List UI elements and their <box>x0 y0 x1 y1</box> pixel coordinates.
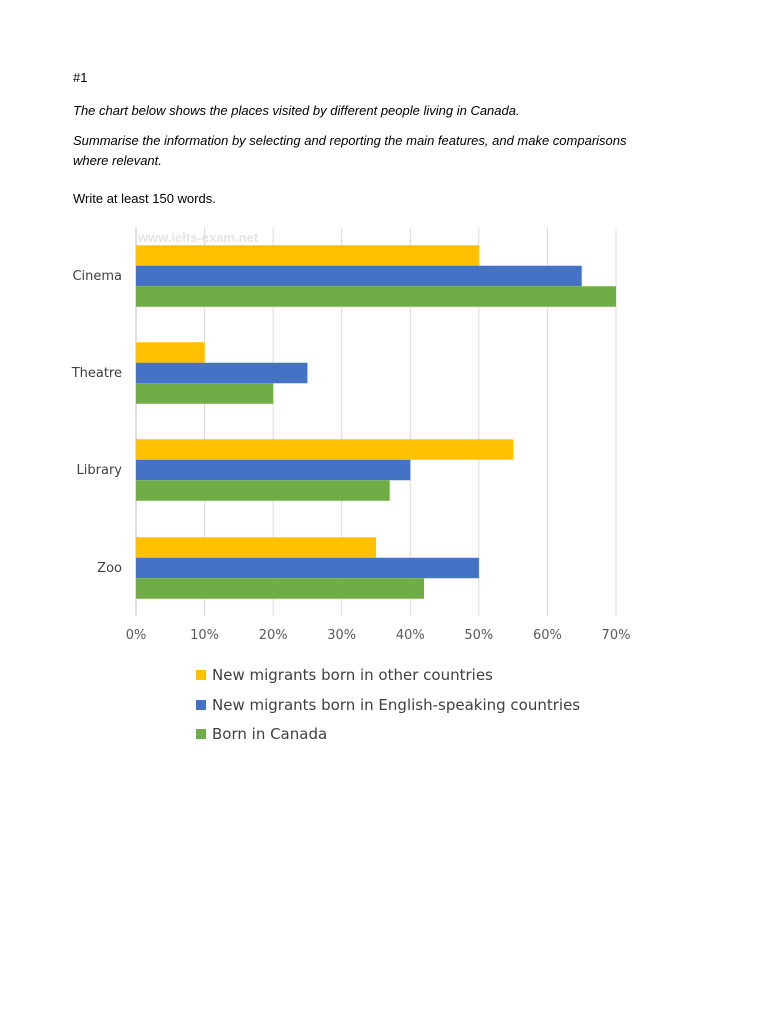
task-prompt: The chart below shows the places visited by different people living in Canada. <box>73 103 520 118</box>
word-requirement: Write at least 150 words. <box>73 191 216 206</box>
bar-cinema-series-2 <box>136 266 582 287</box>
bar-zoo-series-1 <box>136 537 376 558</box>
task-instruction-line-2: where relevant. <box>73 153 162 168</box>
bar-theatre-series-2 <box>136 363 307 384</box>
x-tick-label: 40% <box>395 628 425 643</box>
x-tick-label: 50% <box>464 628 494 643</box>
category-label: Theatre <box>71 366 122 381</box>
bar-zoo-series-3 <box>136 578 424 599</box>
bar-cinema-series-3 <box>136 286 616 307</box>
task-instruction-line-1: Summarise the information by selecting and reporting the main features, and make comparisons <box>73 133 627 148</box>
legend-label: New migrants born in other countries <box>212 666 493 684</box>
bar-library-series-3 <box>136 480 390 501</box>
category-label: Library <box>76 463 122 478</box>
category-label: Zoo <box>97 561 122 576</box>
legend-swatch <box>196 700 206 710</box>
legend-item <box>196 664 580 686</box>
watermark: www.ielts-exam.net <box>138 230 259 245</box>
bar-theatre-series-1 <box>136 342 205 363</box>
legend-label: New migrants born in English-speaking countries <box>212 695 581 714</box>
bar-theatre-series-3 <box>136 383 273 404</box>
bar-zoo-series-2 <box>136 558 479 579</box>
x-tick-label: 30% <box>327 628 357 643</box>
x-tick-label: 0% <box>125 628 147 643</box>
x-tick-label: 60% <box>532 628 562 643</box>
x-tick-label: 20% <box>258 628 288 643</box>
x-tick-label: 70% <box>601 628 631 643</box>
legend-item <box>196 694 580 716</box>
legend-swatch <box>196 729 206 739</box>
chart-legend <box>196 664 580 753</box>
legend-swatch <box>196 670 206 680</box>
bar-library-series-1 <box>136 439 513 460</box>
x-tick-label: 10% <box>190 628 220 643</box>
legend-item <box>196 723 580 745</box>
task-number: #1 <box>73 70 88 85</box>
legend-label: Born in Canada <box>212 725 328 743</box>
bar-cinema-series-1 <box>136 245 479 266</box>
bar-library-series-2 <box>136 460 410 481</box>
category-label: Cinema <box>72 269 122 284</box>
